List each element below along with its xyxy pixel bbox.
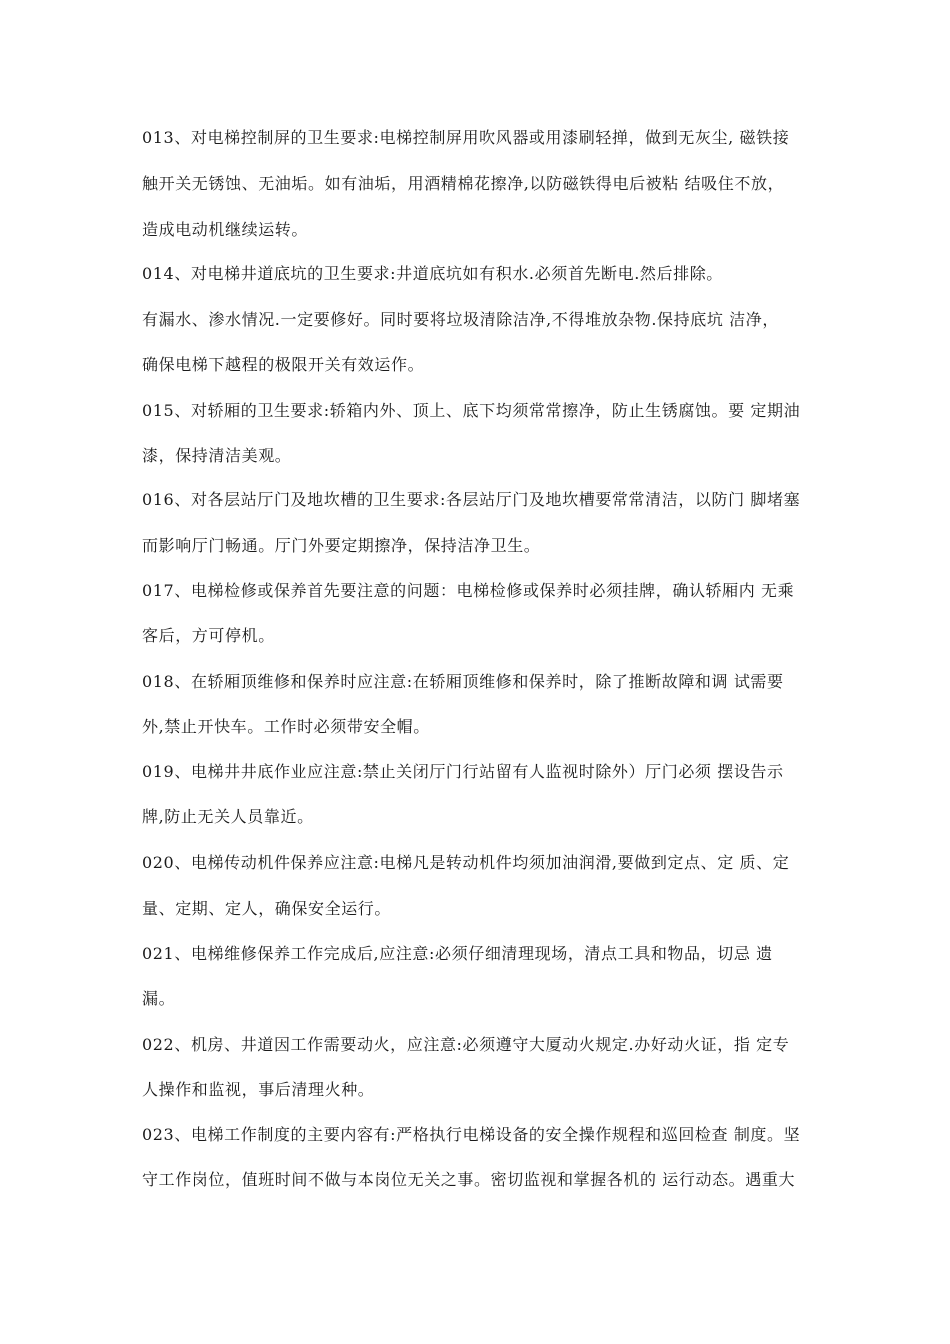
text-line-019-b: 牌,防止无关人员靠近。	[142, 807, 314, 826]
text-line-021-a: 021、电梯维修保养工作完成后,应注意:必须仔细清理现场，清点工具和物品，切忌 遗	[142, 944, 773, 963]
text-line-022-a: 022、机房、井道因工作需要动火，应注意:必须遵守大厦动火规定.办好动火证，指 定专	[142, 1035, 790, 1054]
text-line-017-a: 017、电梯检修或保养首先要注意的问题：电梯检修或保养时必须挂牌，确认轿厢内 无乘	[142, 581, 795, 600]
text-line-015-a: 015、对轿厢的卫生要求:轿箱内外、顶上、底下均须常常擦净，防止生锈腐蚀。要 定期油	[142, 401, 801, 420]
text-line-019-a: 019、电梯井井底作业应注意:禁止关闭厅门行站留有人监视时除外）厅门必须 摆设告示	[142, 762, 784, 781]
text-line-017-b: 客后，方可停机。	[142, 626, 275, 645]
text-line-013-c: 造成电动机继续运转。	[142, 220, 309, 239]
text-line-020-b: 量、定期、定人，确保安全运行。	[142, 899, 392, 918]
text-line-023-b: 守工作岗位，值班时间不做与本岗位无关之事。密切监视和掌握各机的 运行动态。遇重大	[142, 1170, 796, 1189]
text-line-016-b: 而影响厅门畅通。厅门外要定期擦净，保持洁净卫生。	[142, 536, 541, 555]
text-line-014-c: 确保电梯下越程的极限开关有效运作。	[142, 355, 425, 374]
text-line-023-a: 023、电梯工作制度的主要内容有:严格执行电梯设备的安全操作规程和巡回检查 制度。坚	[142, 1125, 801, 1144]
text-line-018-b: 外,禁止开快车。工作时必须带安全帽。	[142, 717, 430, 736]
text-line-018-a: 018、在轿厢顶维修和保养时应注意:在轿厢顶维修和保养时，除了推断故障和调 试需要	[142, 672, 784, 691]
text-line-015-b: 漆，保持清洁美观。	[142, 446, 292, 465]
text-line-022-b: 人操作和监视，事后清理火种。	[142, 1080, 375, 1099]
text-line-014-b: 有漏水、渗水情况.一定要修好。同时要将垃圾清除洁净,不得堆放杂物.保持底坑 洁净，	[142, 310, 779, 329]
text-line-016-a: 016、对各层站厅门及地坎槽的卫生要求:各层站厅门及地坎槽要常常清洁，以防门 脚堵塞	[142, 490, 801, 509]
text-line-020-a: 020、电梯传动机件保养应注意:电梯凡是转动机件均须加油润滑,要做到定点、定 质、定	[142, 853, 790, 872]
text-line-021-b: 漏。	[142, 989, 176, 1008]
text-line-013-a: 013、对电梯控制屏的卫生要求:电梯控制屏用吹风器或用漆刷轻掸，做到无灰尘, 磁铁接	[142, 128, 790, 147]
text-line-014-a: 014、对电梯井道底坑的卫生要求:井道底坑如有积水.必须首先断电.然后排除。	[142, 264, 723, 283]
text-line-013-b: 触开关无锈蚀、无油垢。如有油垢，用酒精棉花擦净,以防磁铁得电后被粘 结吸住不放，	[142, 174, 785, 193]
